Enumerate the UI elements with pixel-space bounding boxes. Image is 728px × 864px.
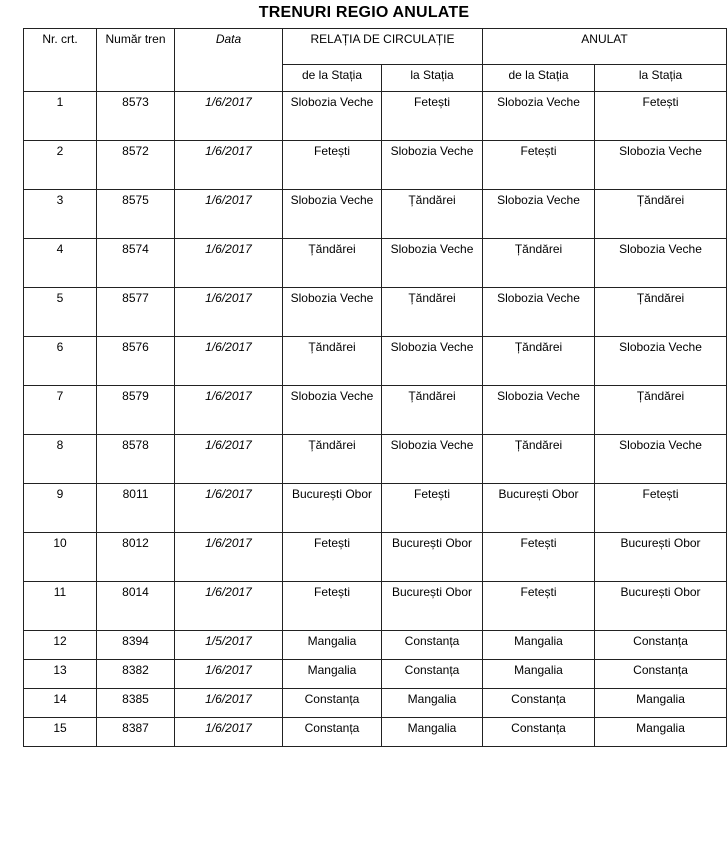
row-number-cell: 2 xyxy=(24,141,97,190)
cancelled-from-cell: Fetești xyxy=(483,141,595,190)
train-number-cell: 8382 xyxy=(97,660,175,689)
header-row-top xyxy=(24,29,727,65)
date-cell: 1/6/2017 xyxy=(175,582,283,631)
cancelled-to-cell: Constanța xyxy=(595,660,727,689)
train-number-cell: 8574 xyxy=(97,239,175,288)
date-cell: 1/6/2017 xyxy=(175,484,283,533)
route-from-cell: Fetești xyxy=(283,582,382,631)
route-from-cell: Mangalia xyxy=(283,660,382,689)
header-an-de-la: de la Stația xyxy=(483,65,595,92)
row-number-cell: 8 xyxy=(24,435,97,484)
row-number-cell: 10 xyxy=(24,533,97,582)
date-cell: 1/6/2017 xyxy=(175,141,283,190)
table-row xyxy=(24,141,727,190)
route-to-cell: Constanța xyxy=(382,660,483,689)
cancelled-from-cell: București Obor xyxy=(483,484,595,533)
date-cell: 1/6/2017 xyxy=(175,288,283,337)
cancelled-to-cell: Fetești xyxy=(595,484,727,533)
table-row xyxy=(24,337,727,386)
table-row xyxy=(24,689,727,718)
cancelled-from-cell: Constanța xyxy=(483,689,595,718)
cancelled-from-cell: Mangalia xyxy=(483,660,595,689)
cancelled-from-cell: Țăndărei xyxy=(483,337,595,386)
date-cell: 1/5/2017 xyxy=(175,631,283,660)
document-title: TRENURI REGIO ANULATE xyxy=(258,4,470,21)
date-cell: 1/6/2017 xyxy=(175,337,283,386)
table-row xyxy=(24,239,727,288)
route-from-cell: Slobozia Veche xyxy=(283,92,382,141)
route-from-cell: Slobozia Veche xyxy=(283,190,382,239)
cancelled-to-cell: Țăndărei xyxy=(595,288,727,337)
date-cell: 1/6/2017 xyxy=(175,386,283,435)
route-to-cell: Slobozia Veche xyxy=(382,141,483,190)
row-number-cell: 4 xyxy=(24,239,97,288)
route-from-cell: București Obor xyxy=(283,484,382,533)
train-number-cell: 8577 xyxy=(97,288,175,337)
cancelled-from-cell: Slobozia Veche xyxy=(483,288,595,337)
route-to-cell: Țăndărei xyxy=(382,288,483,337)
route-from-cell: Slobozia Veche xyxy=(283,386,382,435)
route-to-cell: Mangalia xyxy=(382,718,483,747)
train-number-cell: 8573 xyxy=(97,92,175,141)
train-number-cell: 8579 xyxy=(97,386,175,435)
route-to-cell: Țăndărei xyxy=(382,190,483,239)
table-row xyxy=(24,582,727,631)
route-from-cell: Constanța xyxy=(283,689,382,718)
header-rel-la: la Stația xyxy=(382,65,483,92)
table-row xyxy=(24,288,727,337)
date-cell: 1/6/2017 xyxy=(175,92,283,141)
cancelled-to-cell: Țăndărei xyxy=(595,190,727,239)
cancelled-from-cell: Slobozia Veche xyxy=(483,190,595,239)
header-anulat: ANULAT xyxy=(483,29,727,65)
date-cell: 1/6/2017 xyxy=(175,533,283,582)
row-number-cell: 9 xyxy=(24,484,97,533)
route-to-cell: Țăndărei xyxy=(382,386,483,435)
route-from-cell: Constanța xyxy=(283,718,382,747)
cancelled-trains-table xyxy=(23,28,727,747)
cancelled-to-cell: Slobozia Veche xyxy=(595,141,727,190)
date-cell: 1/6/2017 xyxy=(175,718,283,747)
cancelled-from-cell: Slobozia Veche xyxy=(483,386,595,435)
header-numar-tren: Număr tren xyxy=(97,29,175,92)
route-from-cell: Fetești xyxy=(283,141,382,190)
header-data: Data xyxy=(175,29,283,92)
train-number-cell: 8572 xyxy=(97,141,175,190)
route-to-cell: București Obor xyxy=(382,533,483,582)
table-row xyxy=(24,631,727,660)
row-number-cell: 11 xyxy=(24,582,97,631)
cancelled-from-cell: Constanța xyxy=(483,718,595,747)
table-row xyxy=(24,92,727,141)
row-number-cell: 13 xyxy=(24,660,97,689)
date-cell: 1/6/2017 xyxy=(175,190,283,239)
route-to-cell: Fetești xyxy=(382,484,483,533)
route-to-cell: București Obor xyxy=(382,582,483,631)
row-number-cell: 15 xyxy=(24,718,97,747)
route-from-cell: Mangalia xyxy=(283,631,382,660)
cancelled-from-cell: Mangalia xyxy=(483,631,595,660)
route-to-cell: Fetești xyxy=(382,92,483,141)
row-number-cell: 7 xyxy=(24,386,97,435)
route-from-cell: Țăndărei xyxy=(283,337,382,386)
header-rel-de-la: de la Stația xyxy=(283,65,382,92)
route-from-cell: Țăndărei xyxy=(283,239,382,288)
train-number-cell: 8575 xyxy=(97,190,175,239)
table-row xyxy=(24,718,727,747)
train-number-cell: 8014 xyxy=(97,582,175,631)
train-number-cell: 8387 xyxy=(97,718,175,747)
route-to-cell: Slobozia Veche xyxy=(382,239,483,288)
row-number-cell: 1 xyxy=(24,92,97,141)
table-row xyxy=(24,386,727,435)
route-from-cell: Fetești xyxy=(283,533,382,582)
row-number-cell: 14 xyxy=(24,689,97,718)
route-to-cell: Slobozia Veche xyxy=(382,337,483,386)
table-row xyxy=(24,660,727,689)
header-an-la: la Stația xyxy=(595,65,727,92)
cancelled-to-cell: Mangalia xyxy=(595,689,727,718)
train-number-cell: 8385 xyxy=(97,689,175,718)
cancelled-to-cell: Constanța xyxy=(595,631,727,660)
cancelled-from-cell: Țăndărei xyxy=(483,435,595,484)
route-to-cell: Constanța xyxy=(382,631,483,660)
cancelled-to-cell: Mangalia xyxy=(595,718,727,747)
route-from-cell: Țăndărei xyxy=(283,435,382,484)
cancelled-to-cell: Slobozia Veche xyxy=(595,239,727,288)
row-number-cell: 3 xyxy=(24,190,97,239)
train-number-cell: 8012 xyxy=(97,533,175,582)
cancelled-to-cell: Fetești xyxy=(595,92,727,141)
date-cell: 1/6/2017 xyxy=(175,435,283,484)
table-row xyxy=(24,435,727,484)
header-nr: Nr. crt. xyxy=(24,29,97,92)
cancelled-to-cell: Slobozia Veche xyxy=(595,337,727,386)
date-cell: 1/6/2017 xyxy=(175,239,283,288)
table-row xyxy=(24,190,727,239)
train-number-cell: 8576 xyxy=(97,337,175,386)
cancelled-to-cell: Țăndărei xyxy=(595,386,727,435)
cancelled-to-cell: București Obor xyxy=(595,533,727,582)
train-number-cell: 8394 xyxy=(97,631,175,660)
table-row xyxy=(24,533,727,582)
route-to-cell: Mangalia xyxy=(382,689,483,718)
cancelled-from-cell: Fetești xyxy=(483,533,595,582)
date-cell: 1/6/2017 xyxy=(175,689,283,718)
table-row xyxy=(24,484,727,533)
cancelled-from-cell: Țăndărei xyxy=(483,239,595,288)
train-number-cell: 8578 xyxy=(97,435,175,484)
header-relatia: RELAȚIA DE CIRCULAȚIE xyxy=(283,29,483,65)
date-cell: 1/6/2017 xyxy=(175,660,283,689)
cancelled-from-cell: Fetești xyxy=(483,582,595,631)
row-number-cell: 12 xyxy=(24,631,97,660)
cancelled-to-cell: Slobozia Veche xyxy=(595,435,727,484)
row-number-cell: 5 xyxy=(24,288,97,337)
train-number-cell: 8011 xyxy=(97,484,175,533)
cancelled-from-cell: Slobozia Veche xyxy=(483,92,595,141)
route-from-cell: Slobozia Veche xyxy=(283,288,382,337)
cancelled-to-cell: București Obor xyxy=(595,582,727,631)
row-number-cell: 6 xyxy=(24,337,97,386)
route-to-cell: Slobozia Veche xyxy=(382,435,483,484)
